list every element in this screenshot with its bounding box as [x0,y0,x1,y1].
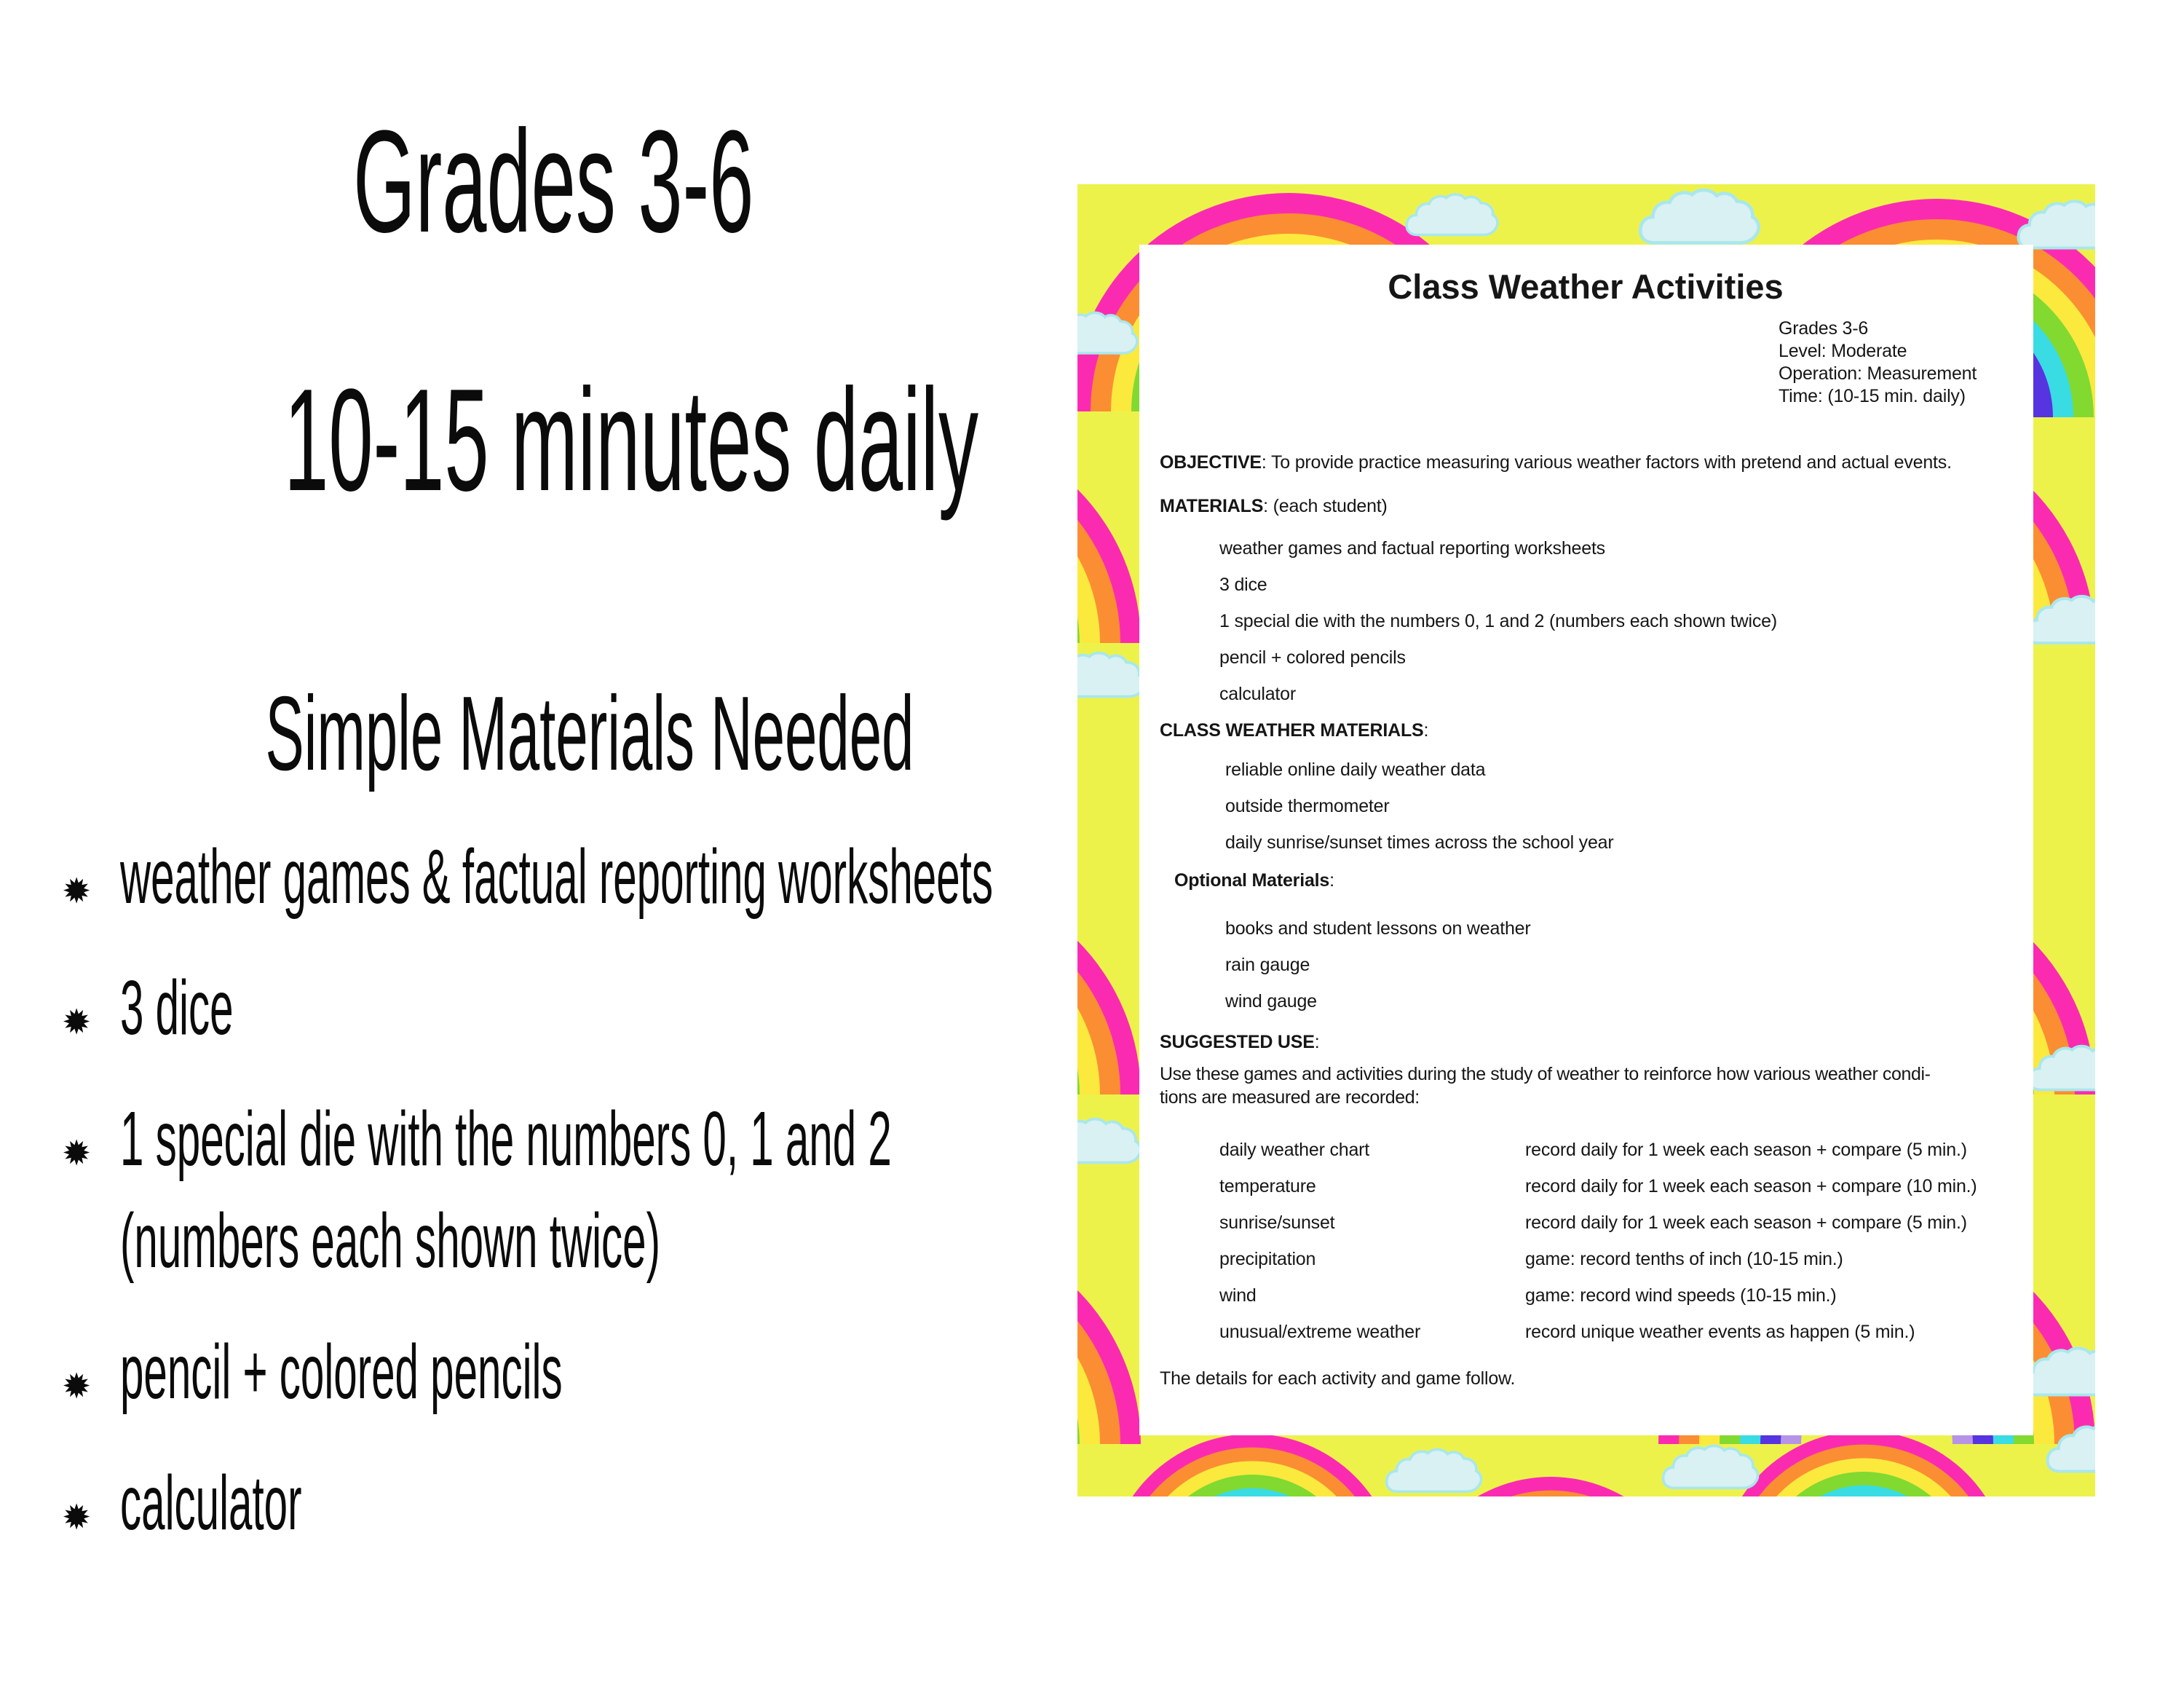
class-weather-item: outside thermometer [1225,796,1390,817]
simple-materials-heading [0,674,1107,792]
rainbow-icon [1077,1226,1141,1444]
flyer-meta-block [1779,318,2011,408]
schedule-detail: game: record tenths of inch (10-15 min.) [1525,1248,1843,1269]
schedule-row [1219,1285,2011,1306]
suggested-use-colon: : [1314,1032,1320,1053]
optional-item: books and student lessons on weather [1225,918,1531,939]
flyer-card [1139,245,2033,1435]
star-bullet-icon: ✹ [62,872,92,911]
schedule-detail: record daily for 1 week each season + compare (5 min.) [1525,1212,1967,1233]
schedule-row [1219,1212,2011,1234]
suggested-use-paragraph [1160,1063,2011,1110]
list-item-text: pencil + colored pencils [120,1328,563,1415]
objective-label: OBJECTIVE [1160,452,1262,473]
suggested-use-line [1160,1031,2011,1053]
optional-materials-colon: : [1329,870,1334,891]
suggested-paragraph-line1: Use these games and activities during the study of weather to reinforce how various weather condi- [1160,1064,1931,1085]
rainbow-icon [1107,1434,1398,1496]
schedule-activity: daily weather chart [1219,1139,1370,1160]
schedule-row [1219,1248,2011,1270]
cloud-icon [1077,308,1139,370]
rainbow-icon [1077,876,1141,1095]
schedule-activity: wind [1219,1285,1257,1306]
suggested-use-label: SUGGESTED USE [1160,1032,1315,1053]
schedule-row [1219,1175,2011,1197]
materials-label: MATERIALS [1160,496,1264,517]
simple-materials-heading-text: Simple Materials Needed [265,674,914,792]
optional-materials-line [1174,869,2011,891]
weather-flyer [1077,184,2095,1496]
closing-line: The details for each activity and game follow. [1160,1368,1516,1389]
list-item-text: (numbers each shown twice) [120,1197,661,1284]
meta-time: Time: (10-15 min. daily) [1779,386,1966,407]
grades-title-text: Grades 3-6 [352,100,754,263]
optional-materials-label: Optional Materials [1174,870,1330,891]
schedule-detail: record unique weather events as happen (5 min.) [1525,1321,1915,1342]
schedule-activity: temperature [1219,1175,1316,1196]
duration-title [0,359,1107,521]
schedule-detail: record daily for 1 week each season + compare (10 min.) [1525,1175,1977,1196]
schedule-activity: precipitation [1219,1248,1316,1269]
class-weather-label: CLASS WEATHER MATERIALS [1160,720,1424,741]
suggested-paragraph-line2: tions are measured are recorded: [1160,1087,1420,1108]
materials-item: pencil + colored pencils [1219,647,1406,669]
meta-operation: Operation: Measurement [1779,363,1977,384]
meta-grades: Grades 3-6 [1779,318,1869,339]
duration-title-text: 10-15 minutes daily [284,359,979,521]
class-weather-item: reliable online daily weather data [1225,760,1486,781]
class-weather-items [1225,759,2011,853]
optional-item: rain gauge [1225,955,1310,976]
class-weather-colon: : [1423,720,1429,741]
class-weather-line [1160,719,2011,741]
objective-text: : To provide practice measuring various weather factors with pretend and actual events. [1261,452,1952,473]
activity-schedule [1219,1139,2011,1343]
materials-item: calculator [1219,684,1296,705]
star-bullet-icon: ✹ [62,1003,92,1042]
cloud-icon [1077,650,1147,712]
materials-item: weather games and factual reporting worksheets [1219,538,1605,559]
class-weather-item: daily sunrise/sunset times across the school year [1225,832,1614,853]
schedule-activity: sunrise/sunset [1219,1212,1335,1233]
cloud-icon [2027,1044,2095,1105]
objective-line [1160,451,2011,473]
grades-title [0,100,1107,263]
materials-item: 1 special die with the numbers 0, 1 and 2 (numbers each shown twice) [1219,611,1777,632]
flyer-title: Class Weather Activities [1388,267,1784,306]
cloud-icon [2024,592,2095,661]
optional-items [1225,918,2011,1012]
cloud-icon [2046,1422,2095,1488]
materials-item: 3 dice [1219,575,1267,596]
star-bullet-icon: ✹ [62,1367,92,1406]
materials-line [1160,495,2011,517]
schedule-row [1219,1321,2011,1343]
optional-item: wind gauge [1225,991,1317,1012]
list-item-text: 3 dice [120,964,234,1051]
schedule-detail: record daily for 1 week each season + compare (5 min.) [1525,1139,1967,1160]
rainbow-icon [1077,425,1141,643]
schedule-row [1219,1139,2011,1161]
list-item-text: calculator [120,1459,302,1546]
materials-items [1219,537,2011,705]
list-item-text: weather games & factual reporting worksheets [120,834,993,920]
cloud-icon [1383,1448,1485,1496]
cloud-icon [1077,1116,1143,1178]
schedule-activity: unusual/extreme weather [1219,1321,1421,1342]
list-item-text: 1 special die with the numbers 0, 1 and 2 [120,1095,892,1182]
meta-level: Level: Moderate [1779,341,1907,362]
flyer-card-content [1139,245,2033,1389]
rainbow-icon [1718,1431,2009,1496]
cloud-icon [1405,192,1500,250]
star-bullet-icon: ✹ [62,1498,92,1537]
schedule-detail: game: record wind speeds (10-15 min.) [1525,1285,1837,1306]
cloud-icon [1660,1444,1762,1496]
materials-note: : (each student) [1263,496,1388,517]
star-bullet-icon: ✹ [62,1134,92,1173]
